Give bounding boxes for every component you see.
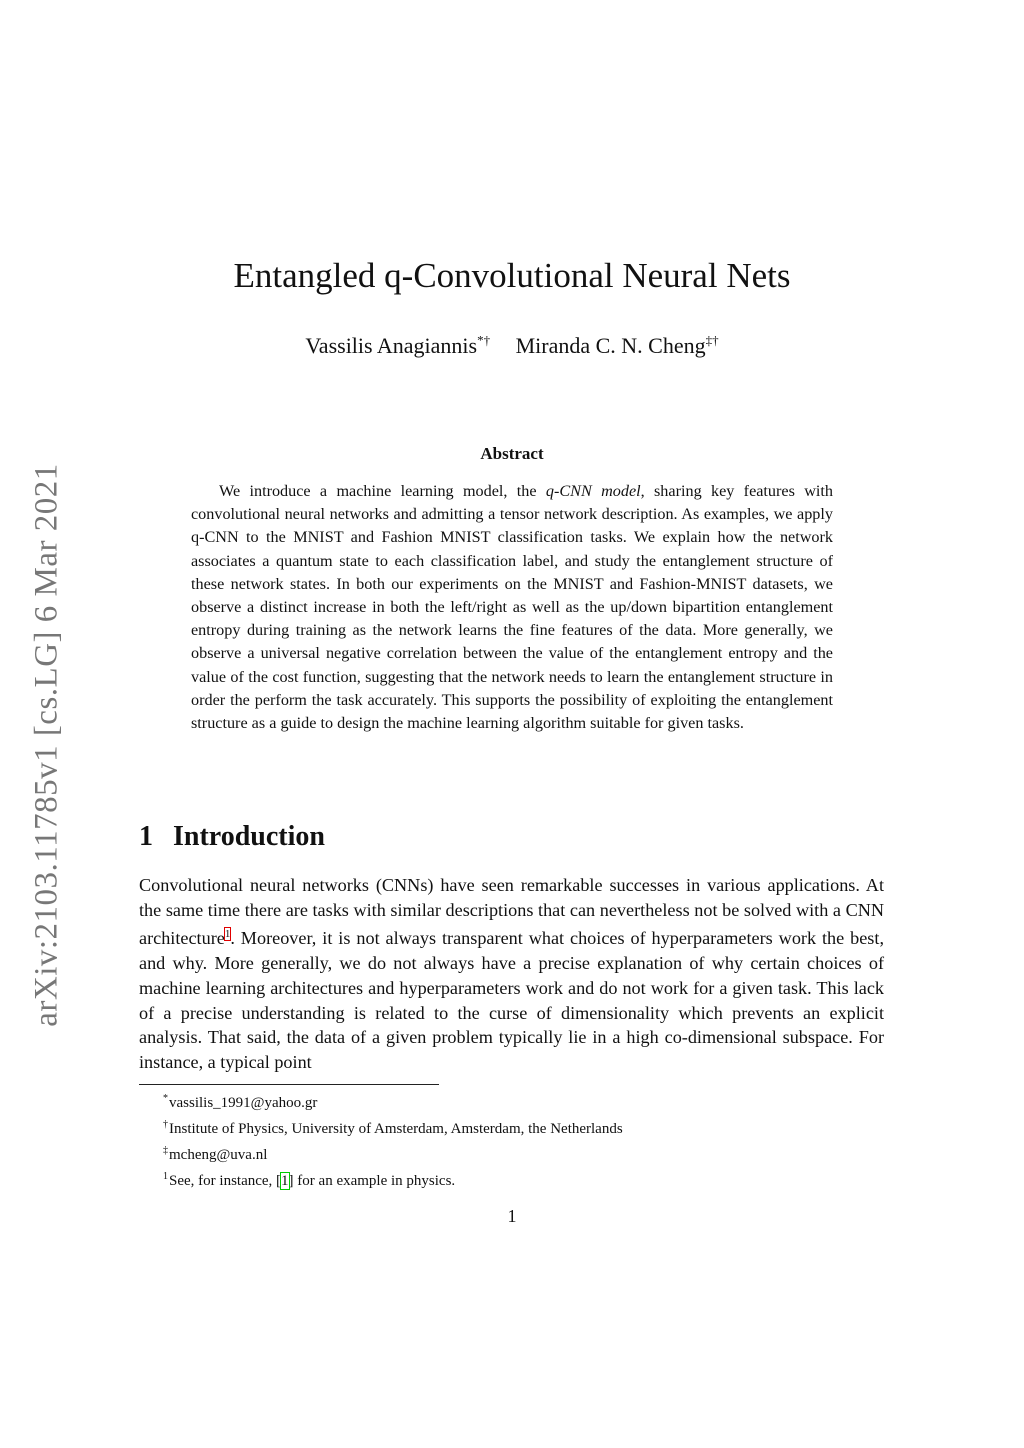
abstract-text	[191, 480, 833, 735]
footnote-email-1	[163, 1088, 863, 1114]
footnote-1-link[interactable]: 1	[224, 928, 231, 941]
page-number: 1	[507, 1206, 517, 1226]
introduction-paragraph	[139, 873, 884, 1075]
footnote-text: Institute of Physics, University of Amsterdam, Amsterdam, the Netherlands	[169, 1121, 623, 1137]
footnote-text: mcheng@uva.nl	[169, 1147, 268, 1163]
abstract-text-pre: We introduce a machine learning model, the	[219, 482, 546, 500]
footnote-mark: *	[163, 1093, 168, 1104]
author-1-affiliation-marks: *†	[477, 333, 491, 348]
footnote-1	[163, 1166, 863, 1192]
section-heading	[139, 820, 325, 854]
footnote-text-post: ] for an example in physics.	[288, 1173, 456, 1189]
citation-link[interactable]: 1	[281, 1173, 289, 1189]
intro-text-part1: Convolutional neural networks (CNNs) have seen remarkable successes in various applications. At the same time there are tasks with similar descriptions that can nevertheless not be solved with a CNN architecture	[139, 875, 884, 949]
author-2-name: Miranda C. N. Cheng	[515, 333, 706, 359]
footnote-affiliation	[163, 1114, 863, 1140]
author-1-name: Vassilis Anagiannis	[305, 333, 478, 359]
author-list	[0, 327, 1024, 360]
section-title: Introduction	[173, 821, 325, 852]
abstract-model-name: q-CNN model	[545, 482, 641, 500]
author-2	[516, 333, 719, 358]
footnote-mark: ‡	[163, 1145, 168, 1156]
author-1	[305, 333, 490, 358]
abstract-heading: Abstract	[480, 444, 544, 463]
footnote-mark: 1	[163, 1171, 168, 1182]
author-2-affiliation-marks: ‡†	[705, 333, 719, 348]
arxiv-sidebar-stamp: arXiv:2103.11785v1 [cs.LG] 6 Mar 2021	[28, 463, 65, 1027]
footnote-divider	[139, 1084, 439, 1085]
footnote-mark: †	[163, 1119, 168, 1130]
footnote-email-2	[163, 1140, 863, 1166]
footnotes	[163, 1088, 863, 1192]
section-number: 1	[139, 821, 153, 852]
footnote-text: vassilis_1991@yahoo.gr	[169, 1095, 318, 1111]
abstract-text-post: , sharing key features with convolutional neural networks and admitting a tensor network description. As examples, we apply q-CNN to the MNIST and Fashion MNIST classification tasks. We explain how the network associates a quantum state to each classification label, and study the entanglement structure of these network states. In both our experiments on the MNIST and Fashion-MNIST datasets, we observe a distinct increase in both the left/right as well as the up/down bipartition entanglement entropy during training as the network learns the fine features of the data. More generally, we observe a universal negative correlation between the value of the entanglement entropy and the value of the cost function, suggesting that the network needs to learn the entanglement structure in order the perform the task accurately. This supports the possibility of exploiting the entanglement structure as a guide to design the machine learning algorithm suitable for given tasks.	[191, 482, 833, 733]
paper-title: Entangled q-Convolutional Neural Nets	[233, 256, 791, 295]
intro-text-part2: . Moreover, it is not always transparent what choices of hyperparameters work the best, and why. More generally, we do not always have a precise explanation of why certain choices of machine learning architectures and hyperparameters work and do not work for a given task. This lack of a precise understanding is related to the curse of dimensionality which prevents an explicit analysis. That said, the data of a given problem typically lie in a high co-dimensional subspace. For instance, a typical point	[139, 928, 884, 1072]
footnote-text-pre: See, for instance, [	[169, 1173, 282, 1189]
